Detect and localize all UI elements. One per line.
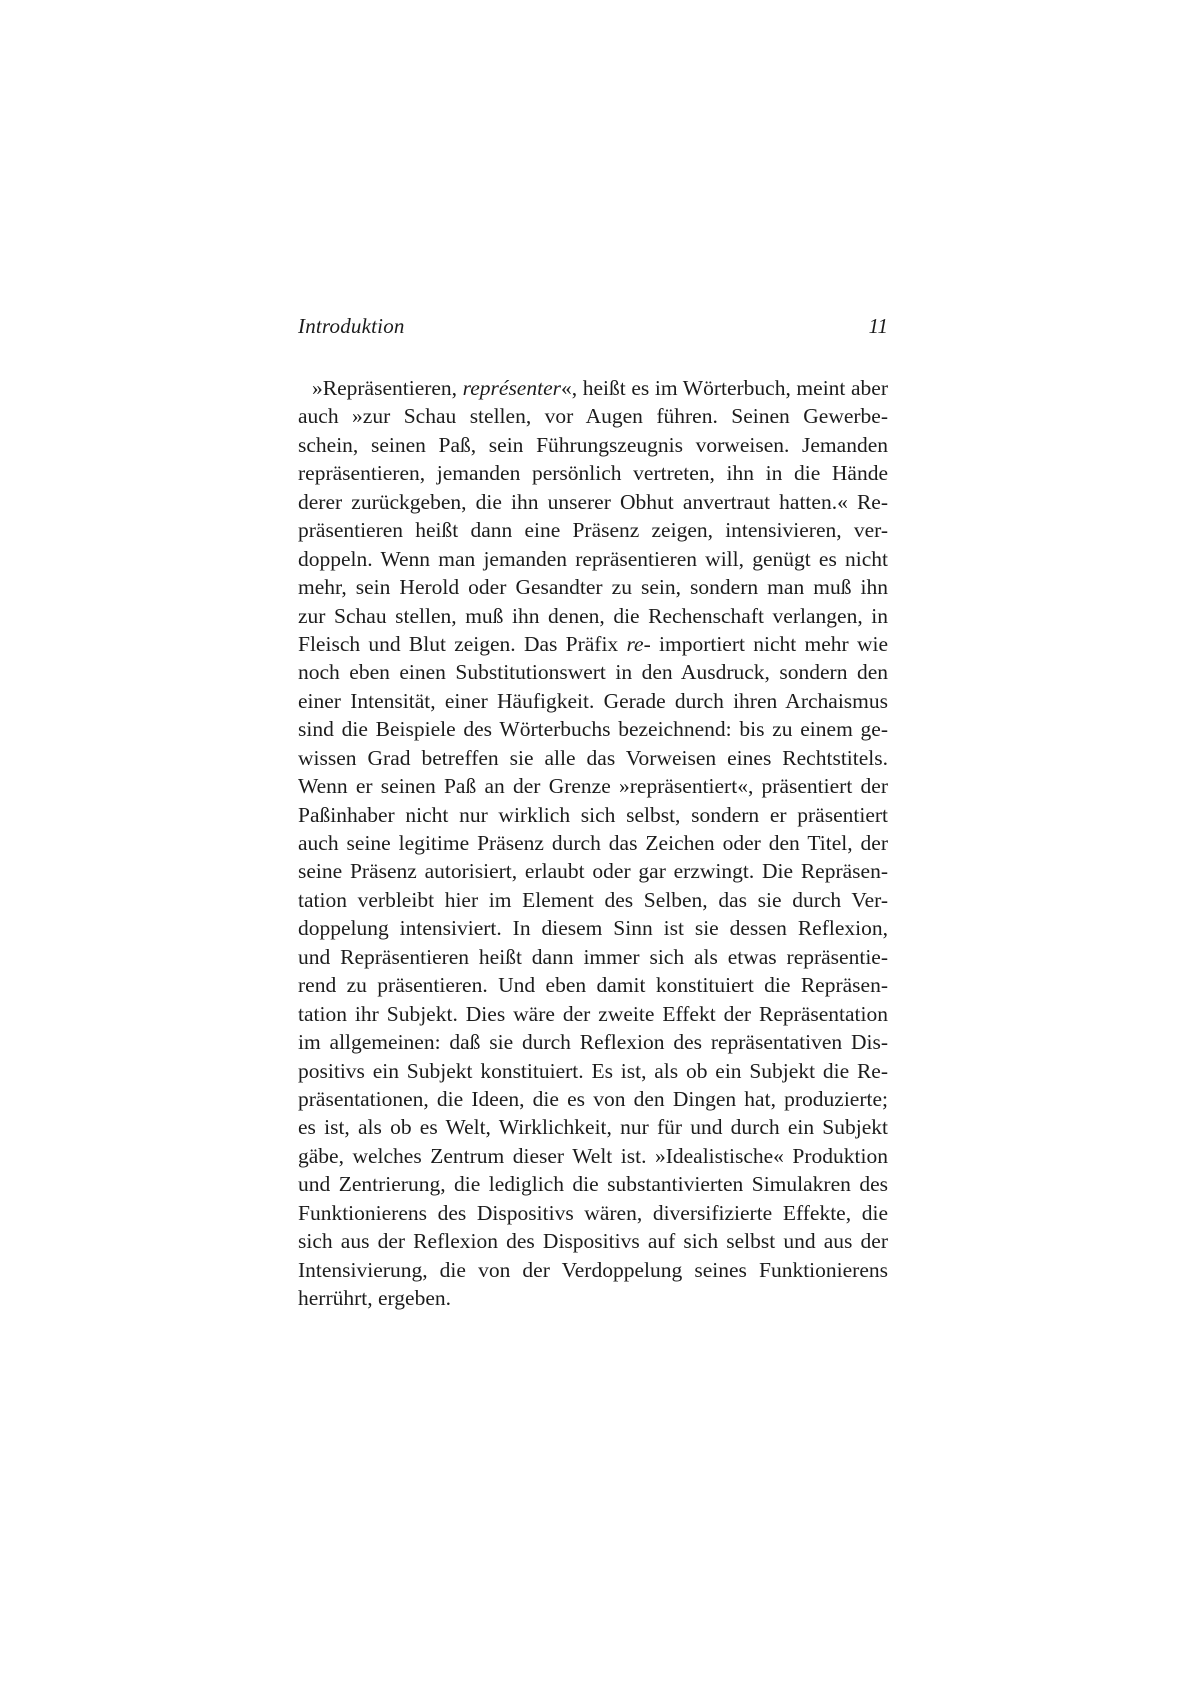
text-line: zur Schau stellen, muß ihn denen, die Rechenschaft verlangen, in: [298, 603, 888, 628]
text-line: seine Präsenz autorisiert, erlaubt oder gar erzwingt. Die Repräsen-: [298, 859, 888, 884]
text-line: tation verbleibt hier im Element des Selben, das sie durch Ver-: [298, 887, 888, 912]
text-line: auch »zur Schau stellen, vor Augen führen. Seinen Gewerbe-: [298, 404, 888, 429]
italic-term: re-: [626, 631, 651, 656]
text-line: einer Intensität, einer Häufigkeit. Gerade durch ihren Archaismus: [298, 688, 888, 713]
text-line: präsentieren heißt dann eine Präsenz zeigen, intensivieren, ver-: [298, 518, 888, 543]
text-line: wissen Grad betreffen sie alle das Vorweisen eines Rechtstitels.: [298, 745, 888, 770]
text-line: sind die Beispiele des Wörterbuchs bezeichnend: bis zu einem ge-: [298, 717, 888, 742]
text-line: es ist, als ob es Welt, Wirklichkeit, nur für und durch ein Subjekt: [298, 1115, 888, 1140]
text-line: präsentationen, die Ideen, die es von den Dingen hat, produzierte;: [298, 1086, 888, 1111]
body-paragraph: [298, 374, 888, 1312]
text-line: Fleisch und Blut zeigen. Das Präfix re- importiert nicht mehr wie: [298, 631, 888, 656]
text-line: »Repräsentieren, représenter«, heißt es im Wörterbuch, meint aber: [312, 376, 888, 400]
text-line: und Repräsentieren heißt dann immer sich als etwas repräsentie-: [298, 944, 888, 969]
italic-term: représenter: [462, 376, 561, 400]
text-line: Intensivierung, die von der Verdoppelung seines Funktionierens: [298, 1257, 888, 1282]
text-line: repräsentieren, jemanden persönlich vertreten, ihn in die Hände: [298, 461, 888, 486]
text-line: rend zu präsentieren. Und eben damit konstituiert die Repräsen-: [298, 973, 888, 998]
text-line: herrührt, ergeben.: [298, 1286, 452, 1310]
running-head: Introduktion: [298, 314, 405, 338]
text-line: derer zurückgeben, die ihn unserer Obhut anvertraut hatten.« Re-: [298, 489, 888, 514]
text-line: doppeln. Wenn man jemanden repräsentieren will, genügt es nicht: [298, 546, 888, 571]
text-line: Wenn er seinen Paß an der Grenze »repräsentiert«, präsentiert der: [298, 774, 888, 799]
page-number: 11: [868, 314, 888, 338]
text-line: Funktionierens des Dispositivs wären, diversifizierte Effekte, die: [298, 1200, 888, 1225]
text-line: Paßinhaber nicht nur wirklich sich selbst, sondern er präsentiert: [298, 802, 888, 827]
text-line: tation ihr Subjekt. Dies wäre der zweite Effekt der Repräsentation: [298, 1001, 888, 1026]
text-line: im allgemeinen: daß sie durch Reflexion des repräsentativen Dis-: [298, 1030, 888, 1055]
page-header: [298, 314, 888, 348]
text-line: noch eben einen Substitutionswert in den Ausdruck, sondern den: [298, 660, 888, 685]
text-line: schein, seinen Paß, sein Führungszeugnis vorweisen. Jemanden: [298, 432, 888, 457]
text-line: positivs ein Subjekt konstituiert. Es ist, als ob ein Subjekt die Re-: [298, 1058, 888, 1083]
text-line: gäbe, welches Zentrum dieser Welt ist. »Idealistische« Produktion: [298, 1143, 888, 1168]
text-line: sich aus der Reflexion des Dispositivs auf sich selbst und aus der: [298, 1229, 888, 1254]
text-line: auch seine legitime Präsenz durch das Zeichen oder den Titel, der: [298, 831, 888, 855]
text-line: doppelung intensiviert. In diesem Sinn ist sie dessen Reflexion,: [298, 916, 888, 941]
text-line: und Zentrierung, die lediglich die substantivierten Simulakren des: [298, 1172, 888, 1197]
text-line: mehr, sein Herold oder Gesandter zu sein, sondern man muß ihn: [298, 575, 888, 600]
